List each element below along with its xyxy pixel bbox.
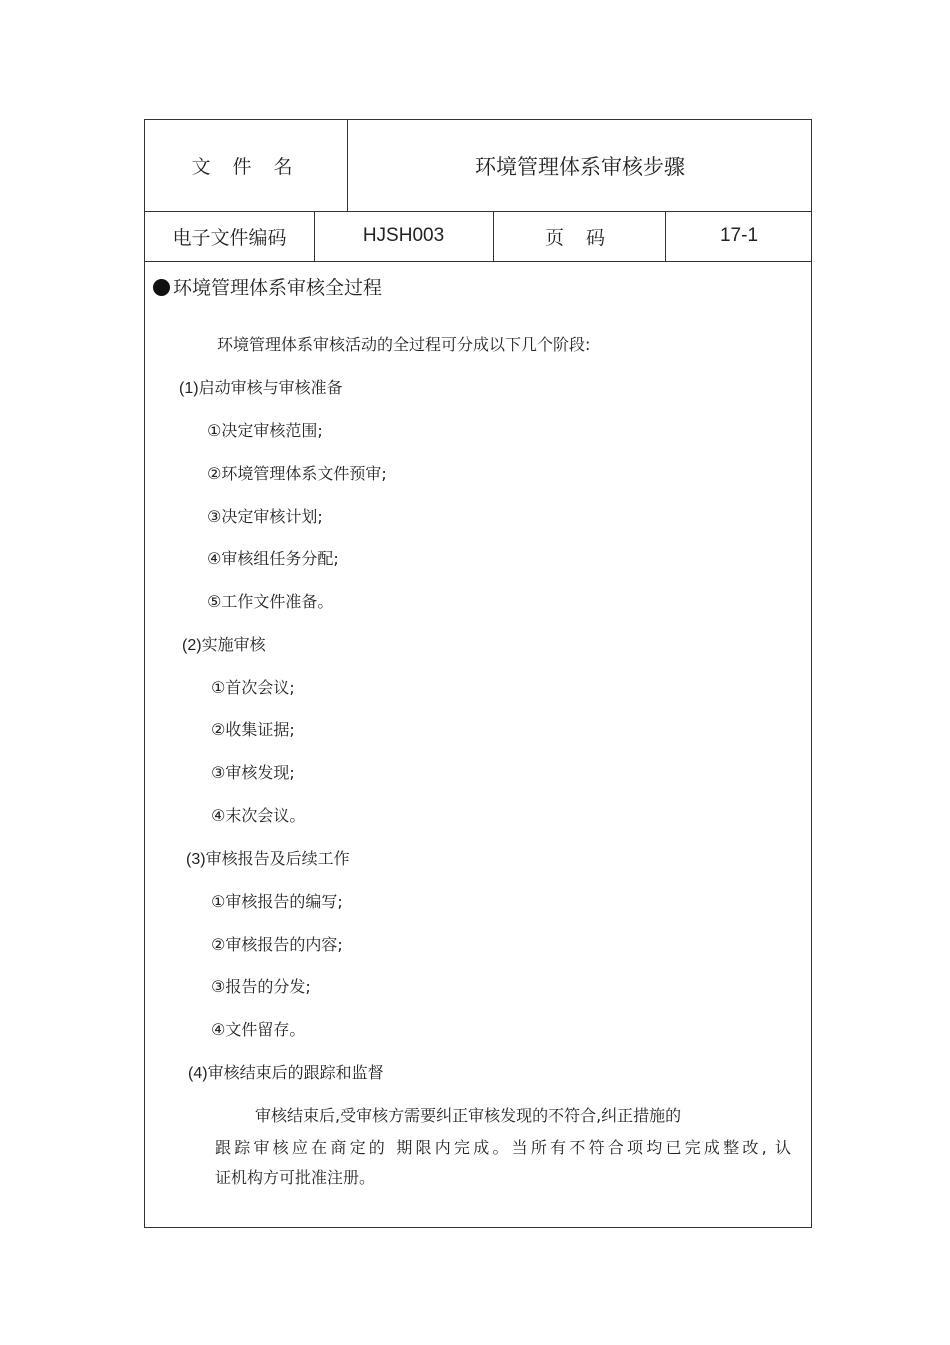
stage-number: (2) [182,637,202,654]
list-item: ③报告的分发; [211,977,311,996]
closing-line: 审核结束后,受审核方需要纠正审核发现的不符合,纠正措施的 [255,1106,682,1125]
bullet-icon [153,279,170,296]
closing-line: 证机构方可批准注册。 [215,1168,376,1187]
section-heading [153,273,382,300]
page-value: 17-1 [719,225,759,246]
stage-title: 审核结束后的跟踪和监督 [207,1063,384,1082]
stage-number: (4) [188,1065,208,1082]
list-item: ④末次会议。 [211,806,306,825]
list-item: ①首次会议; [211,678,295,697]
closing-line: 跟踪审核应在商定的 期限内完成。当所有不符合项均已完成整改, 认 [215,1138,791,1157]
list-item: ④审核组任务分配; [207,549,339,568]
document-title: 环境管理体系审核步骤 [475,154,685,179]
file-name-label: 文 件 名 [191,156,301,178]
page-label: 页 码 [544,226,614,249]
list-item: ②环境管理体系文件预审; [207,464,387,483]
code-label: 电子文件编码 [172,226,287,249]
section-title: 环境管理体系审核全过程 [173,277,383,299]
stage-number: (1) [179,380,199,397]
list-item: ③审核发现; [211,763,295,782]
list-item: ①决定审核范围; [207,421,323,440]
stage-3-heading [186,846,350,869]
stage-title: 启动审核与审核准备 [198,378,343,397]
stage-4-heading [188,1060,384,1083]
list-item: ②收集证据; [211,720,295,739]
stage-2-heading [182,632,266,655]
stage-title: 实施审核 [201,635,266,654]
stage-number: (3) [186,851,206,868]
stage-title: 审核报告及后续工作 [205,849,350,868]
code-value: HJSH003 [362,225,445,246]
stage-1-heading [179,375,343,398]
document-frame [144,119,812,1228]
list-item: ④文件留存。 [211,1020,306,1039]
list-item: ①审核报告的编写; [211,892,343,911]
header-bottom-divider [145,261,811,262]
intro-paragraph: 环境管理体系审核活动的全过程可分成以下几个阶段: [217,335,591,354]
list-item: ③决定审核计划; [207,507,323,526]
list-item: ⑤工作文件准备。 [207,592,334,611]
list-item: ②审核报告的内容; [211,935,343,954]
